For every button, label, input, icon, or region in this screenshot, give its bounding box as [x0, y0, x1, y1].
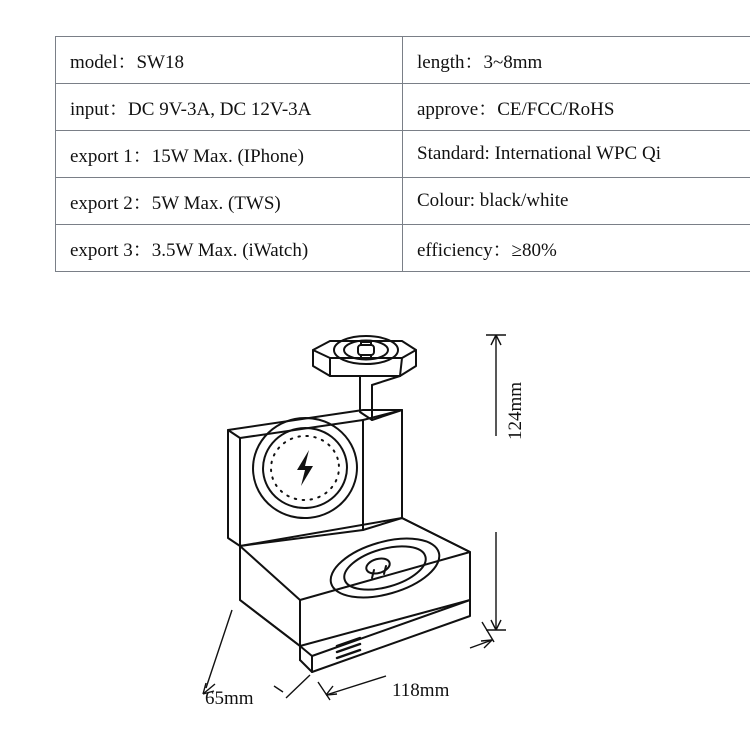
- spec-cell-efficiency: efficiency：≥80%: [403, 225, 750, 272]
- table-row: [56, 84, 750, 131]
- table-row: [56, 131, 750, 178]
- spec-cell-export-3: export 3：3.5W Max. (iWatch): [56, 225, 403, 272]
- spec-cell-export-1: export 1：15W Max. (IPhone): [56, 131, 403, 178]
- depth-ext-2: [286, 675, 310, 698]
- charger-neck: [360, 376, 402, 420]
- dimension-label-height: 124mm: [505, 381, 526, 440]
- watch-charger-head: [313, 336, 416, 376]
- dimension-label-depth: 65mm: [205, 688, 254, 709]
- spec-cell-input: input：DC 9V-3A, DC 12V-3A: [56, 84, 403, 131]
- table-row: [56, 225, 750, 272]
- product-dimension-diagram: [0, 300, 750, 750]
- spec-cell-model: model：SW18: [56, 37, 403, 84]
- spec-cell-approve: approve：CE/FCC/RoHS: [403, 84, 750, 131]
- width-ext-1: [318, 682, 330, 700]
- product-line-art: [0, 300, 750, 750]
- dimension-label-width: 118mm: [392, 680, 450, 701]
- width-ext-2: [482, 622, 494, 642]
- table-row: [56, 178, 750, 225]
- spec-cell-colour: Colour: black/white: [403, 178, 750, 225]
- phone-charging-panel: [228, 410, 402, 546]
- table-row: [56, 37, 750, 84]
- spec-cell-standard: Standard: International WPC Qi: [403, 131, 750, 178]
- depth-ext-1: [206, 610, 232, 688]
- spec-cell-length: length：3~8mm: [403, 37, 750, 84]
- spec-table: [55, 36, 750, 272]
- spec-cell-export-2: export 2：5W Max. (TWS): [56, 178, 403, 225]
